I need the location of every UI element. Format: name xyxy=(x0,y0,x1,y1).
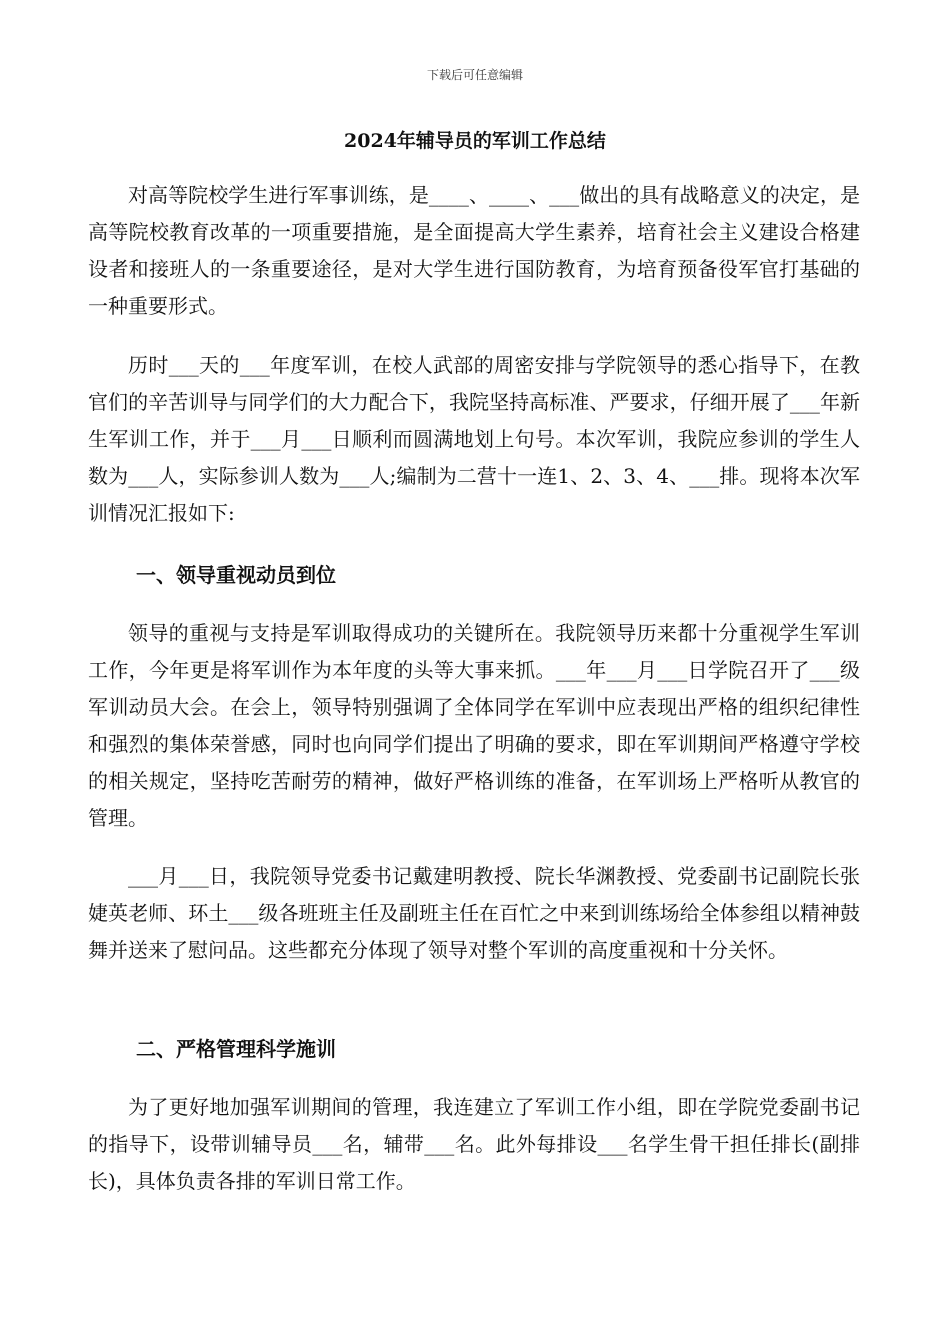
document-title: 2024年辅导员的军训工作总结 xyxy=(344,130,606,152)
section-heading-1: 一、领导重视动员到位 xyxy=(136,563,336,587)
paragraph-overview: 历时___天的___年度军训，在校人武部的周密安排与学院领导的悉心指导下，在教官们的辛苦训导与同学们的大力配合下，我院坚持高标准、严要求，仔细开展了___年新生军训工作，并于___月___日顺利而圆满地划上句号。本次军训，我院应参训的学生人数为___人，实际参训人数为___人;编制为二营十一连1、2、3、4、___排。现将本次军训情况汇报如下: xyxy=(88,353,860,525)
paragraph-visit: ___月___日，我院领导党委书记戴建明教授、院长华渊教授、党委副书记副院长张婕英老师、环土___级各班班主任及副班主任在百忙之中来到训练场给全体参组以精神鼓舞并送来了慰问品。这些都充分体现了领导对整个军训的高度重视和十分关怀。 xyxy=(88,864,860,962)
page-header-note: 下载后可任意编辑 xyxy=(426,68,523,82)
paragraph-intro: 对高等院校学生进行军事训练，是____、____、___做出的具有战略意义的决定，是高等院校教育改革的一项重要措施，是全面提高大学生素养，培育社会主义建设合格建设者和接班人的一条重要途径，是对大学生进行国防教育，为培育预备役军官打基础的一种重要形式。 xyxy=(88,183,860,318)
section-heading-2: 二、严格管理科学施训 xyxy=(136,1037,336,1061)
paragraph-leadership: 领导的重视与支持是军训取得成功的关键所在。我院领导历来都十分重视学生军训工作，今年更是将军训作为本年度的头等大事来抓。___年___月___日学院召开了___级军训动员大会。在会上，领导特别强调了全体同学在军训中应表现出严格的组织纪律性和强烈的集体荣誉感，同时也向同学们提出了明确的要求，即在军训期间严格遵守学校的相关规定，坚持吃苦耐劳的精神，做好严格训练的准备，在军训场上严格听从教官的管理。 xyxy=(88,621,860,830)
paragraph-management: 为了更好地加强军训期间的管理，我连建立了军训工作小组，即在学院党委副书记的指导下，设带训辅导员___名，辅带___名。此外每排设___名学生骨干担任排长(副排长)，具体负责各排的军训日常工作。 xyxy=(88,1095,860,1193)
